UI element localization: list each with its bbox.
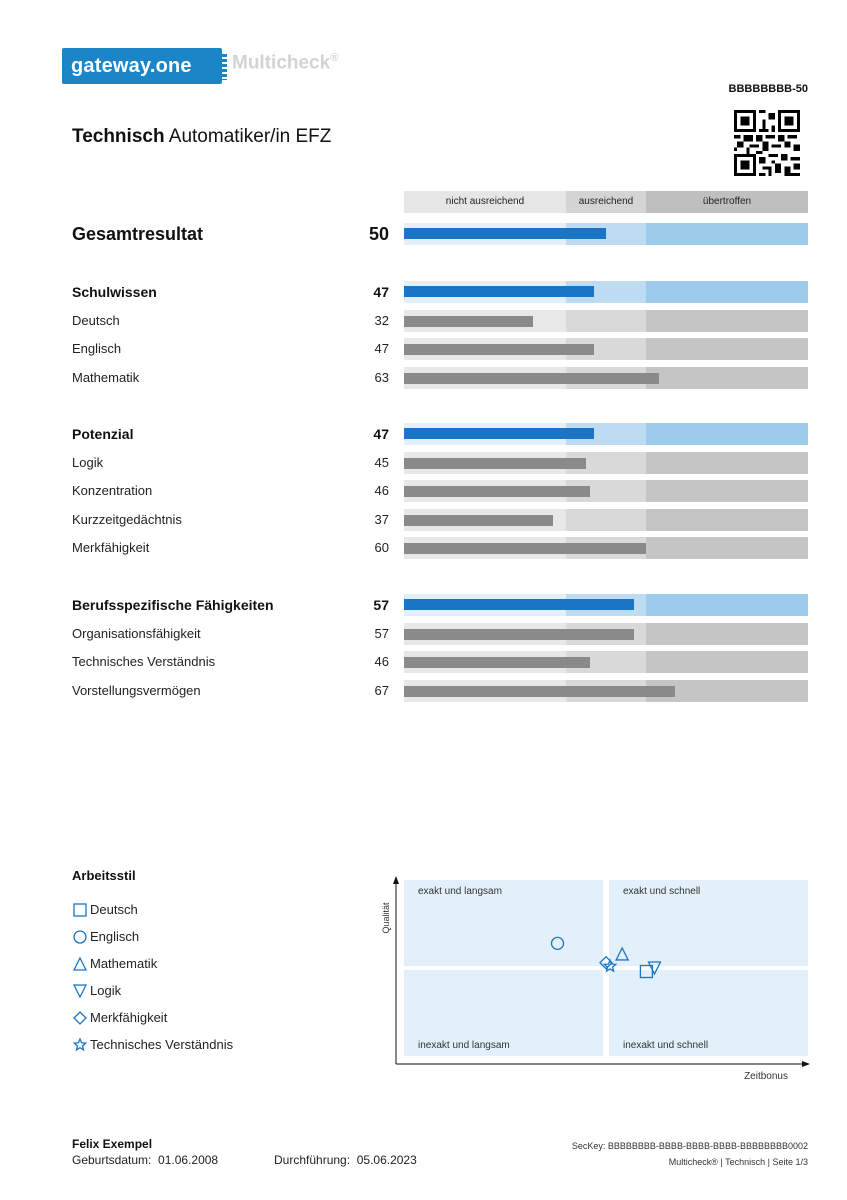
- group-3-label: Berufsspezifische Fähigkeiten: [72, 597, 274, 613]
- group-2-item-2-track-segment: [646, 480, 808, 502]
- group-1-track: [404, 281, 808, 303]
- group-2-item-1-value: 45: [374, 455, 389, 470]
- y-axis-arrow: [393, 876, 399, 884]
- group-1-item-1-label: Deutsch: [72, 313, 120, 328]
- qr-code-icon: [734, 110, 800, 176]
- legend-item: [72, 955, 292, 973]
- group-1-item-2-track: [404, 338, 808, 360]
- group-2-item-1-track: [404, 452, 808, 474]
- arbeitsstil-title: Arbeitsstil: [72, 868, 136, 883]
- scale-header-3: übertroffen: [646, 191, 808, 213]
- group-3-bar: [404, 599, 634, 610]
- group-2-track: [404, 423, 808, 445]
- group-2-item-2-track: [404, 480, 808, 502]
- group-2-item-4-value: 60: [374, 540, 389, 555]
- y-axis-label: Qualität: [381, 902, 391, 934]
- x-axis-arrow: [802, 1061, 810, 1067]
- group-2-item-3-label: Kurzzeitgedächtnis: [72, 512, 182, 527]
- group-2-item-2-label: Konzentration: [72, 483, 153, 498]
- group-2-item-3-track-segment: [646, 509, 808, 531]
- total-track-segment: [646, 223, 808, 245]
- star-icon: [72, 1037, 88, 1053]
- group-1-item-1-track-segment: [566, 310, 646, 332]
- legend-label: Logik: [90, 983, 122, 998]
- group-1-item-3-bar: [404, 373, 659, 384]
- group-2-item-2-bar: [404, 486, 590, 497]
- legend-item: [72, 1009, 292, 1027]
- group-3-item-1-track-segment: [646, 623, 808, 645]
- product-logo: [232, 52, 338, 74]
- group-2-item-1-bar: [404, 458, 586, 469]
- group-3-item-2-track: [404, 651, 808, 673]
- legend-label: Deutsch: [90, 902, 138, 917]
- group-1-item-1-bar: [404, 316, 533, 327]
- page-title-bold: Technisch: [72, 126, 165, 147]
- group-1-item-2-label: Englisch: [72, 341, 122, 356]
- execution-date-value: 05.06.2023: [356, 1153, 417, 1167]
- legend-label: Mathematik: [90, 956, 158, 971]
- triangle-up-icon: [72, 956, 88, 972]
- group-3-item-2-track-segment: [646, 651, 808, 673]
- quadrant-label-bottom-right: inexakt und schnell: [623, 1040, 709, 1051]
- group-3-track: [404, 594, 808, 616]
- group-2-item-1-track-segment: [646, 452, 808, 474]
- page-title: [72, 126, 331, 148]
- square-icon: [72, 902, 88, 918]
- group-2-label: Potenzial: [72, 426, 134, 442]
- legend-item: [72, 901, 292, 919]
- group-2-item-1-label: Logik: [72, 455, 104, 470]
- group-2-item-4-track: [404, 537, 808, 559]
- scale-header-2: ausreichend: [566, 191, 646, 213]
- group-1-item-3-label: Mathematik: [72, 370, 140, 385]
- circle-icon: [72, 929, 88, 945]
- group-1-item-2-track-segment: [646, 338, 808, 360]
- execution-date: [274, 1153, 417, 1167]
- quadrant-label-top-left: exakt und langsam: [418, 886, 502, 897]
- group-1-item-3-track: [404, 367, 808, 389]
- execution-date-label: Durchführung:: [274, 1153, 351, 1167]
- group-2-item-3-track: [404, 509, 808, 531]
- group-3-item-3-label: Vorstellungsvermögen: [72, 683, 201, 698]
- group-2-item-3-bar: [404, 515, 553, 526]
- legend-item: [72, 928, 292, 946]
- group-3-item-1-label: Organisationsfähigkeit: [72, 626, 201, 641]
- triangle-down-icon: [72, 983, 88, 999]
- legend-item: [72, 1036, 292, 1054]
- birth-date: [72, 1153, 218, 1167]
- group-3-item-3-value: 67: [374, 683, 389, 698]
- product-mark: ®: [330, 52, 339, 64]
- group-3-item-1-value: 57: [374, 626, 389, 641]
- page-info: Multicheck® | Technisch | Seite 1/3: [668, 1157, 808, 1167]
- group-2-value: 47: [373, 426, 389, 442]
- group-1-item-1-track: [404, 310, 808, 332]
- diamond-icon: [72, 1010, 88, 1026]
- birth-date-value: 01.06.2008: [158, 1153, 219, 1167]
- birth-date-label: Geburtsdatum:: [72, 1153, 152, 1167]
- group-3-track-segment: [646, 594, 808, 616]
- group-3-item-2-value: 46: [374, 654, 389, 669]
- legend-label: Merkfähigkeit: [90, 1010, 168, 1025]
- legend-item: [72, 982, 292, 1000]
- group-3-item-2-bar: [404, 657, 590, 668]
- total-bar: [404, 228, 606, 239]
- group-1-item-2-value: 47: [374, 341, 389, 356]
- group-1-item-1-track-segment: [646, 310, 808, 332]
- product-name: Multicheck: [232, 52, 331, 74]
- group-2-item-2-value: 46: [374, 483, 389, 498]
- arbeitsstil-chart: [380, 868, 820, 1088]
- group-1-item-2-bar: [404, 344, 594, 355]
- group-3-item-1-bar: [404, 629, 634, 640]
- x-axis-label: Zeitbonus: [744, 1071, 788, 1082]
- group-3-item-3-track: [404, 680, 808, 702]
- group-2-bar: [404, 428, 594, 439]
- brand-name: gateway.one: [71, 55, 192, 77]
- group-2-item-4-label: Merkfähigkeit: [72, 540, 150, 555]
- quadrant-label-top-right: exakt und schnell: [623, 886, 701, 897]
- group-2-item-3-value: 37: [374, 512, 389, 527]
- group-2-item-4-bar: [404, 543, 646, 554]
- group-3-item-3-bar: [404, 686, 675, 697]
- legend-label: Technisches Verständnis: [90, 1037, 234, 1052]
- candidate-name: Felix Exempel: [72, 1137, 153, 1151]
- total-value: 50: [368, 224, 389, 244]
- group-1-track-segment: [646, 281, 808, 303]
- group-3-item-2-label: Technisches Verständnis: [72, 654, 216, 669]
- group-2-track-segment: [646, 423, 808, 445]
- group-2-item-4-track-segment: [646, 537, 808, 559]
- group-3-value: 57: [373, 597, 389, 613]
- group-1-bar: [404, 286, 594, 297]
- group-1-item-3-track-segment: [646, 367, 808, 389]
- document-code: BBBBBBBB-50: [728, 83, 808, 95]
- brand-logo: [62, 48, 222, 84]
- group-1-item-3-value: 63: [374, 370, 389, 385]
- seckey: SecKey: BBBBBBBB-BBBB-BBBB-BBBB-BBBBBBBB0002: [571, 1141, 808, 1151]
- scale-header-1: nicht ausreichend: [404, 191, 566, 213]
- legend-label: Englisch: [90, 929, 140, 944]
- quadrant-label-bottom-left: inexakt und langsam: [418, 1040, 510, 1051]
- group-3-item-1-track: [404, 623, 808, 645]
- group-1-value: 47: [373, 284, 389, 300]
- page-title-rest: Automatiker/in EFZ: [164, 126, 332, 147]
- group-1-item-1-value: 32: [374, 313, 389, 328]
- group-2-item-3-track-segment: [566, 509, 646, 531]
- total-track: [404, 223, 808, 245]
- total-label: Gesamtresultat: [72, 224, 204, 244]
- group-1-label: Schulwissen: [72, 284, 157, 300]
